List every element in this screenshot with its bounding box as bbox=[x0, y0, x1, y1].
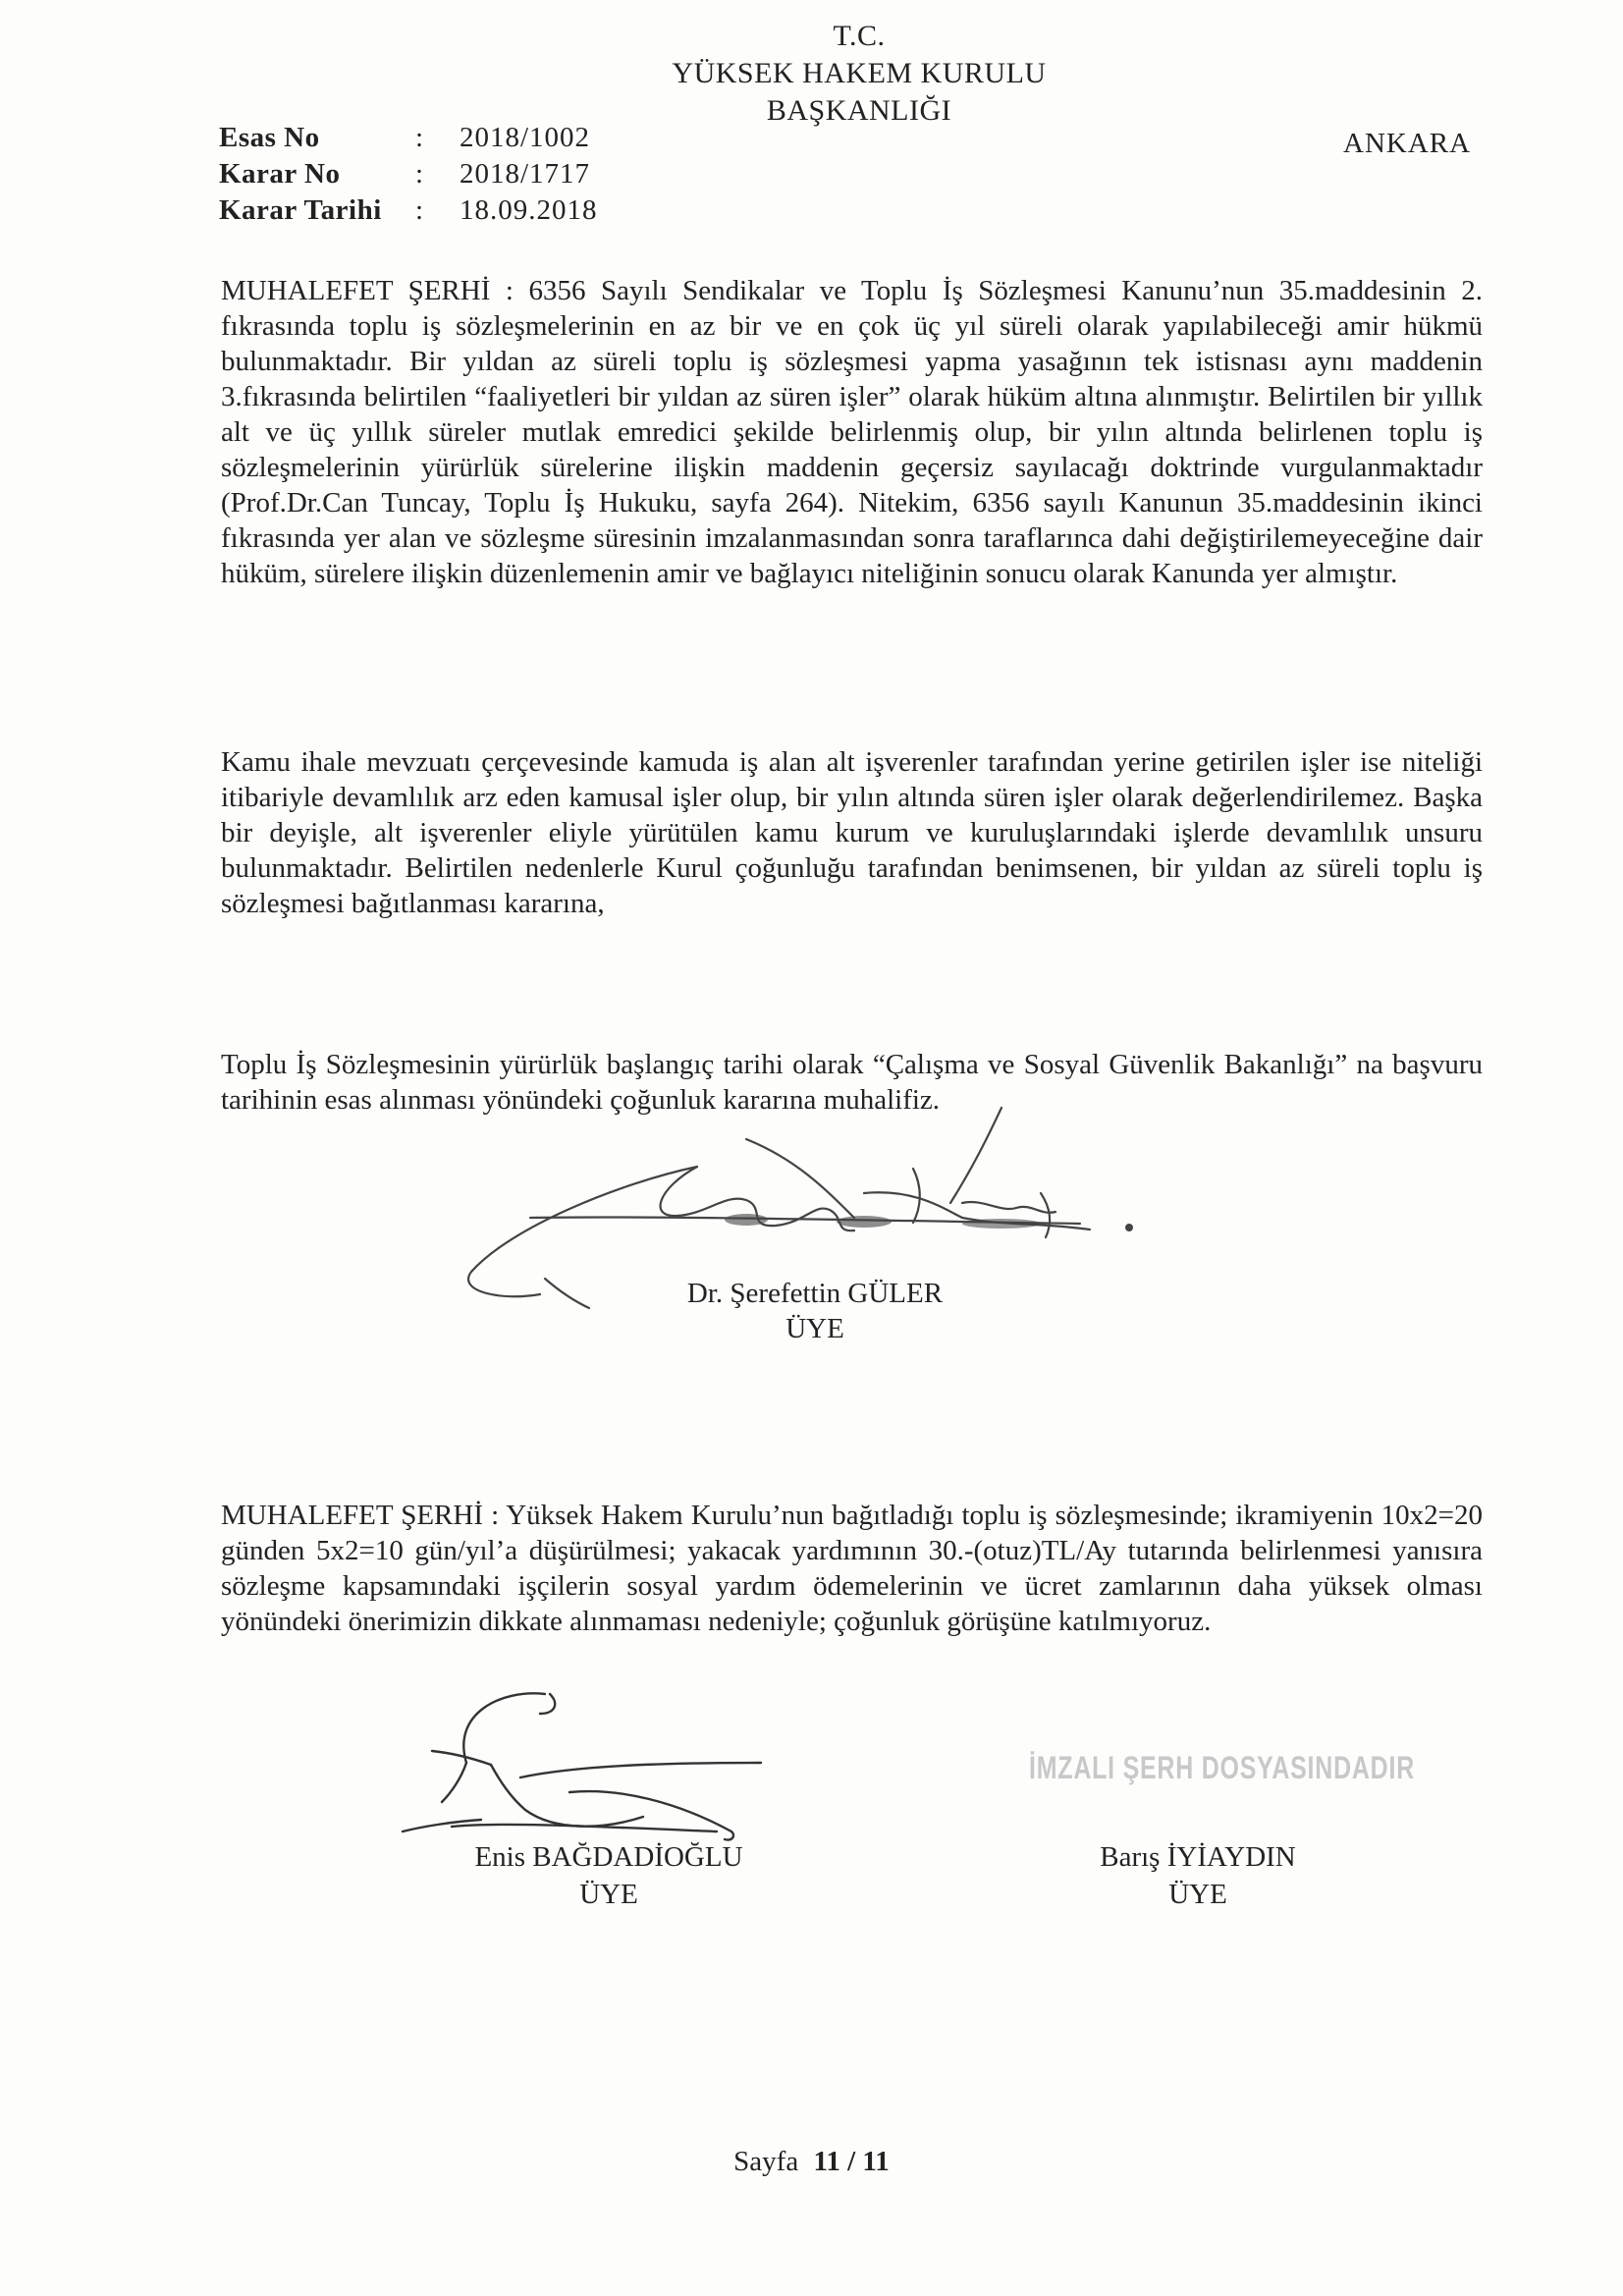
signatory-3-title: ÜYE bbox=[1168, 1879, 1227, 1910]
decision-date-value: 18.09.2018 bbox=[460, 194, 598, 226]
decision-number-row bbox=[219, 156, 598, 192]
dissent-paragraph-4: MUHALEFET ŞERHİ : Yüksek Hakem Kurulu’nun bağıtladığı toplu iş sözleşmesinde; ikramiyenin 10x2=20 günden 5x2=10 gün/yıl’a düşürülmesi; yakacak yardımının 30.-(otuz)TL/Ay tutarında belirlenmesi yanısıra sözleşme kapsamındaki işçilerin sosyal yardım ödemelerinin ve ücret zamlarının daha yüksek olması yönündeki önerimizin dikkate alınmaması nedeniyle; çoğunluk görüşüne katılmıyoruz. bbox=[221, 1500, 1483, 1637]
decision-number-label: Karar No bbox=[219, 158, 341, 190]
decision-date-label: Karar Tarihi bbox=[219, 194, 382, 226]
republic-abbrev: T.C. bbox=[833, 20, 886, 52]
signatory-2-title: ÜYE bbox=[579, 1879, 638, 1910]
decision-date-row bbox=[219, 192, 598, 229]
institution-department: BAŞKANLIĞI bbox=[766, 94, 952, 127]
dissent-paragraph-1: MUHALEFET ŞERHİ : 6356 Sayılı Sendikalar ve Toplu İş Sözleşmesi Kanunu’nun 35.maddesinin 2. fıkrasında toplu iş sözleşmelerinin en az bir ve en çok üç yıl süreli olarak yapılabileceği amir hükmü bulunmaktadır. Bir yıldan az süreli toplu iş sözleşmesi yapma yasağının tek istisnası aynı maddenin 3.fıkrasında belirtilen “faaliyetleri bir yıldan az süren işler” olarak hüküm altına alınmıştır. Belirtilen bir yıllık alt ve üç yıllık süreler mutlak emredici şekilde belirlenmiş olup, bir yılın altında belirlenen toplu iş sözleşmelerinin yürürlük sürelerine ilişkin maddenin geçersiz sayılacağı doktrinde vurgulanmaktadır (Prof.Dr.Can Tuncay, Toplu İş Hukuku, sayfa 264). Nitekim, 6356 sayılı Kanunun 35.maddesinin ikinci fıkrasında yer alan ve sözleşme süresinin imzalanmasından sonra taraflarınca dahi değiştirilemeyeceğine dair hüküm, sürelere ilişkin düzenlemenin amir ve bağlayıcı niteliğinin sonucu olarak Kanunda yer almıştır. bbox=[221, 275, 1483, 589]
signed-dissent-stamp: İMZALI ŞERH DOSYASINDADIR bbox=[1029, 1750, 1416, 1785]
page-number-footer bbox=[0, 2146, 1623, 2178]
page-number-prefix: Sayfa bbox=[733, 2146, 799, 2177]
signature-2-image bbox=[393, 1684, 785, 1861]
signatory-1-name: Dr. Şerefettin GÜLER bbox=[686, 1278, 944, 1309]
document-header bbox=[0, 18, 1623, 136]
case-info-block bbox=[219, 120, 598, 229]
case-number-value: 2018/1002 bbox=[460, 122, 591, 153]
decision-number-colon: : bbox=[415, 158, 424, 190]
city-label: ANKARA bbox=[1343, 128, 1472, 159]
dissent-paragraph-2: Kamu ihale mevzuatı çerçevesinde kamuda iş alan alt işverenler tarafından yerine getirilen işler ise niteliği itibariyle devamlılık arz eden kamusal işler olup, bir yılın altında süren işler olarak değerlendirilemez. Başka bir deyişle, alt işverenler eliyle yürütülen kamu kurum ve kuruluşlarındaki işlerde devamlılık unsuru bulunmaktadır. Belirtilen nedenlerle Kurul çoğunluğu tarafından benimsenen, bir yıldan az süreli toplu iş sözleşmesi bağıtlanması kararına, bbox=[221, 746, 1483, 919]
signatory-2-name: Enis BAĞDADİOĞLU bbox=[474, 1841, 743, 1873]
decision-number-value: 2018/1717 bbox=[460, 158, 591, 190]
dissent-paragraph-3: Toplu İş Sözleşmesinin yürürlük başlangıç tarihi olarak “Çalışma ve Sosyal Güvenlik Bakanlığı” na başvuru tarihinin esas alınması yönündeki çoğunluk kararına muhalifiz. bbox=[221, 1049, 1483, 1116]
decision-date-colon: : bbox=[415, 194, 424, 226]
institution-name: YÜKSEK HAKEM KURULU bbox=[672, 57, 1047, 89]
case-number-row bbox=[219, 120, 598, 156]
signatory-3-name: Barış İYİAYDIN bbox=[1100, 1841, 1296, 1873]
page-number-value: 11 / 11 bbox=[813, 2146, 890, 2177]
case-number-colon: : bbox=[415, 122, 424, 153]
case-number-label: Esas No bbox=[219, 122, 320, 153]
signatory-1-title: ÜYE bbox=[785, 1313, 844, 1344]
